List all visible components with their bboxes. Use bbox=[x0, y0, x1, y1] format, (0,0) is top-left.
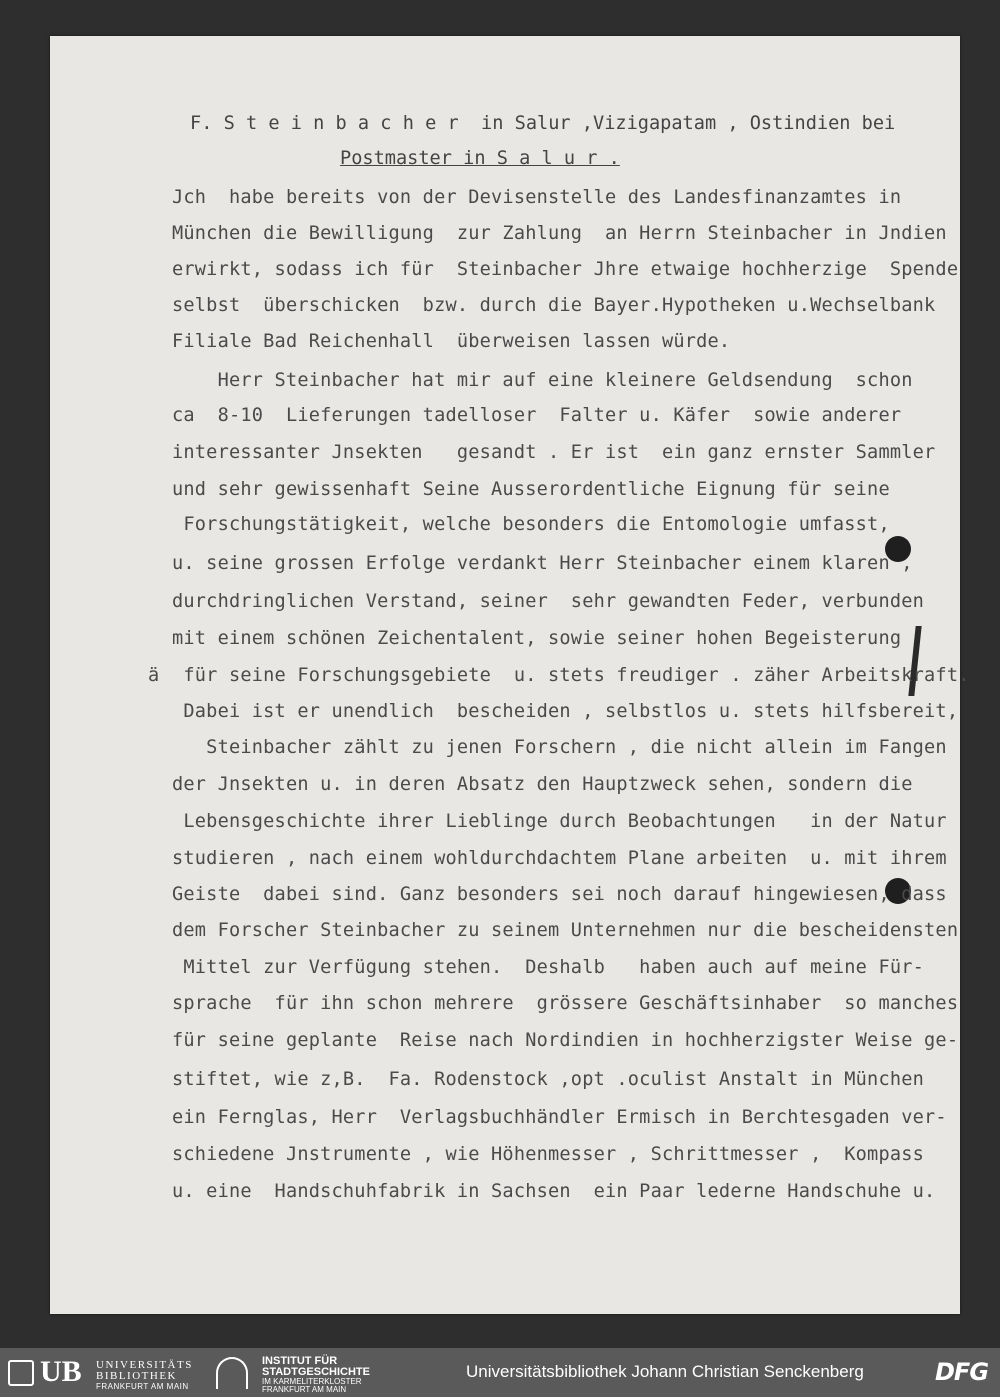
text-line: studieren , nach einem wohldurchdachtem Plane arbeiten u. mit ihrem bbox=[172, 848, 947, 869]
text-line: Jch habe bereits von der Devisenstelle des Landesfinanzamtes in bbox=[172, 187, 902, 208]
document-page bbox=[50, 36, 970, 1314]
text-line: Dabei ist er unendlich bescheiden , selbstlos u. stets hilfsbereit, bbox=[172, 701, 959, 722]
text-line: Herr Steinbacher hat mir auf eine kleinere Geldsendung schon bbox=[172, 370, 913, 391]
text-line: für seine Forschungsgebiete u. stets freudiger . zäher Arbeitskraft. bbox=[172, 665, 970, 686]
margin-mark: ä bbox=[148, 665, 160, 686]
ub-logo-text[interactable]: UB bbox=[40, 1355, 82, 1388]
text-line: dem Forscher Steinbacher zu seinem Unternehmen nur die bescheidensten bbox=[172, 920, 959, 941]
text-line: ein Fernglas, Herr Verlagsbuchhändler Ermisch in Berchtesgaden ver- bbox=[172, 1107, 947, 1128]
text-line: stiftet, wie z,B. Fa. Rodenstock ,opt .oculist Anstalt in München bbox=[172, 1069, 925, 1090]
ub-name: UNIVERSITÄTS BIBLIOTHEK bbox=[96, 1359, 193, 1382]
ub-location: FRANKFURT AM MAIN bbox=[96, 1382, 189, 1391]
text-line: ca 8-10 Lieferungen tadelloser Falter u. Käfer sowie anderer bbox=[172, 405, 902, 426]
text-line: Filiale Bad Reichenhall überweisen lassen würde. bbox=[172, 331, 731, 352]
text-line: für seine geplante Reise nach Nordindien in hochherzigster Weise ge- bbox=[172, 1030, 959, 1051]
library-name-link[interactable]: Universitätsbibliothek Johann Christian Senckenberg bbox=[466, 1362, 864, 1381]
text-line: mit einem schönen Zeichentalent, sowie seiner hohen Begeisterung bbox=[172, 628, 902, 649]
isg-arch-icon bbox=[216, 1357, 248, 1389]
text-line: schiedene Jnstrumente , wie Höhenmesser , Schrittmesser , Kompass bbox=[172, 1144, 925, 1165]
text-line: u. eine Handschuhfabrik in Sachsen ein Paar lederne Handschuhe u. bbox=[172, 1181, 936, 1202]
text-line: und sehr gewissenhaft Seine Ausserordentliche Eignung für seine bbox=[172, 479, 890, 500]
document-header-line-1: F. S t e i n b a c h e r in Salur ,Vizigapatam , Ostindien bei bbox=[190, 113, 896, 134]
text-line: durchdringlichen Verstand, seiner sehr gewandten Feder, verbunden bbox=[172, 591, 925, 612]
text-line: u. seine grossen Erfolge verdankt Herr Steinbacher einem klaren , bbox=[172, 553, 913, 574]
text-line: selbst überschicken bzw. durch die Bayer.Hypotheken u.Wechselbank bbox=[172, 295, 936, 316]
text-line: sprache für ihn schon mehrere grössere Geschäftsinhaber so manches bbox=[172, 993, 959, 1014]
text-line: Mittel zur Verfügung stehen. Deshalb haben auch auf meine Für- bbox=[172, 957, 925, 978]
document-header-line-2: Postmaster in S a l u r . bbox=[340, 148, 620, 169]
text-line: der Jnsekten u. in deren Absatz den Hauptzweck sehen, sondern die bbox=[172, 774, 913, 795]
text-line: erwirkt, sodass ich für Steinbacher Jhre etwaige hochherzige Spende bbox=[172, 259, 959, 280]
text-line: Forschungstätigkeit, welche besonders die Entomologie umfasst, bbox=[172, 514, 890, 535]
dfg-logo[interactable]: DFG bbox=[935, 1358, 989, 1386]
isg-name-line-4: FRANKFURT AM MAIN bbox=[262, 1385, 347, 1394]
ub-portrait-icon bbox=[8, 1360, 34, 1386]
text-line: Steinbacher zählt zu jenen Forschern , die nicht allein im Fangen bbox=[172, 737, 947, 758]
isg-name-line-3: IM KARMELITERKLOSTER bbox=[262, 1377, 362, 1386]
isg-name-line-1: INSTITUT FÜR bbox=[262, 1355, 338, 1367]
text-line: München die Bewilligung zur Zahlung an Herrn Steinbacher in Jndien bbox=[172, 223, 947, 244]
footer-bar bbox=[0, 1348, 1000, 1397]
text-line: interessanter Jnsekten gesandt . Er ist ein ganz ernster Sammler bbox=[172, 442, 936, 463]
text-line: Lebensgeschichte ihrer Lieblinge durch Beobachtungen in der Natur bbox=[172, 811, 947, 832]
text-line: Geiste dabei sind. Ganz besonders sei noch darauf hingewiesen, dass bbox=[172, 884, 947, 905]
isg-name-line-2: STADTGESCHICHTE bbox=[262, 1366, 370, 1378]
